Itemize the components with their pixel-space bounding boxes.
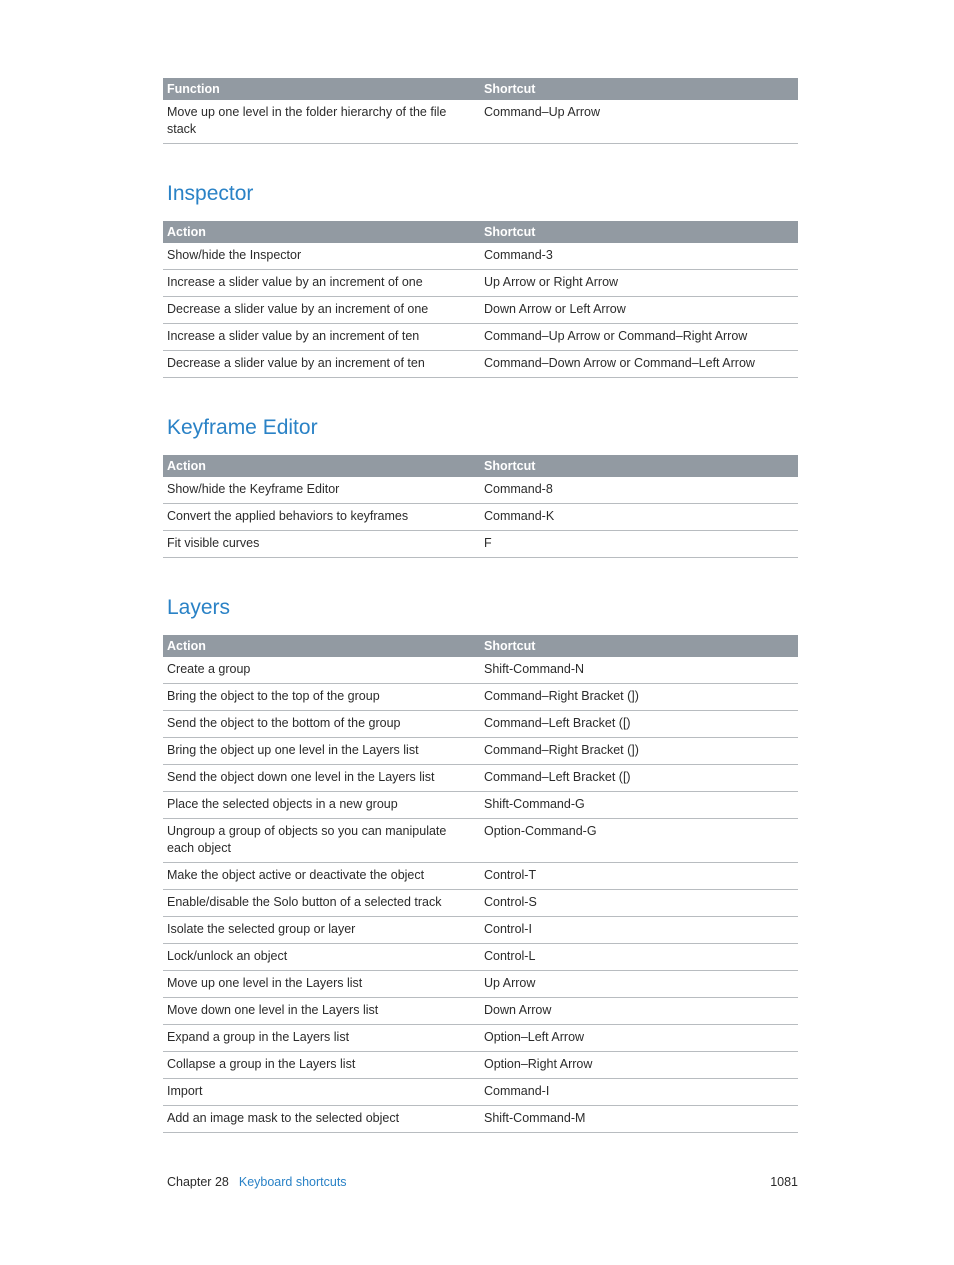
table-row <box>163 738 798 765</box>
shortcut-cell: Command-K <box>480 504 798 531</box>
action-cell: Import <box>163 1079 480 1106</box>
section-title-inspector: Inspector <box>167 182 254 205</box>
table-row <box>163 998 798 1025</box>
action-cell: Show/hide the Keyframe Editor <box>163 477 480 504</box>
shortcut-cell: Command-I <box>480 1079 798 1106</box>
table-row <box>163 297 798 324</box>
shortcut-cell: Command–Right Bracket (]) <box>480 738 798 765</box>
shortcut-cell: Option–Left Arrow <box>480 1025 798 1052</box>
action-cell: Make the object active or deactivate the object <box>163 863 480 890</box>
action-cell: Send the object down one level in the Layers list <box>163 765 480 792</box>
shortcut-cell: Command–Right Bracket (]) <box>480 684 798 711</box>
column-header: Function <box>163 78 480 100</box>
shortcut-cell: Shift-Command-N <box>480 657 798 684</box>
column-header: Shortcut <box>480 78 798 100</box>
column-header: Action <box>163 635 480 657</box>
chapter-title-link[interactable]: Keyboard shortcuts <box>238 1175 347 1189</box>
table-header-row <box>163 221 798 243</box>
table-header-row <box>163 635 798 657</box>
table-row <box>163 657 798 684</box>
shortcut-cell: Down Arrow <box>480 998 798 1025</box>
shortcut-cell: Command–Left Bracket ([) <box>480 711 798 738</box>
column-header: Shortcut <box>480 455 798 477</box>
table-row <box>163 351 798 378</box>
shortcut-cell: Shift-Command-M <box>480 1106 798 1133</box>
table-header-row <box>163 455 798 477</box>
table-row <box>163 792 798 819</box>
table-row <box>163 477 798 504</box>
table-row <box>163 1052 798 1079</box>
shortcut-cell: Control-I <box>480 917 798 944</box>
table-row <box>163 270 798 297</box>
section-title-keyframe-editor: Keyframe Editor <box>167 416 318 439</box>
shortcut-cell: Up Arrow <box>480 971 798 998</box>
page-number: 1081 <box>770 1175 798 1189</box>
table-file-stack <box>163 78 798 144</box>
table-layers <box>163 635 798 1133</box>
action-cell: Create a group <box>163 657 480 684</box>
action-cell: Bring the object to the top of the group <box>163 684 480 711</box>
table-row <box>163 971 798 998</box>
table-keyframe-editor <box>163 455 798 558</box>
table-row <box>163 863 798 890</box>
table-inspector <box>163 221 798 378</box>
table-row <box>163 324 798 351</box>
shortcut-cell: Down Arrow or Left Arrow <box>480 297 798 324</box>
action-cell: Enable/disable the Solo button of a selected track <box>163 890 480 917</box>
shortcut-cell: Command–Down Arrow or Command–Left Arrow <box>480 351 798 378</box>
action-cell: Fit visible curves <box>163 531 480 558</box>
page-footer <box>167 1173 798 1191</box>
action-cell: Move up one level in the Layers list <box>163 971 480 998</box>
shortcut-cell: Up Arrow or Right Arrow <box>480 270 798 297</box>
table-row <box>163 944 798 971</box>
action-cell: Send the object to the bottom of the group <box>163 711 480 738</box>
action-cell: Ungroup a group of objects so you can manipulate each object <box>163 819 480 863</box>
table-row <box>163 1106 798 1133</box>
action-cell: Increase a slider value by an increment of one <box>163 270 480 297</box>
column-header: Action <box>163 221 480 243</box>
column-header: Shortcut <box>480 635 798 657</box>
shortcut-cell: Control-S <box>480 890 798 917</box>
shortcut-cell: Command–Up Arrow or Command–Right Arrow <box>480 324 798 351</box>
table-header-row <box>163 78 798 100</box>
action-cell: Add an image mask to the selected object <box>163 1106 480 1133</box>
page-content <box>163 78 798 1133</box>
shortcut-cell: Command–Left Bracket ([) <box>480 765 798 792</box>
shortcut-cell: Command-8 <box>480 477 798 504</box>
action-cell: Move up one level in the folder hierarchy of the file stack <box>163 100 480 144</box>
table-row <box>163 1079 798 1106</box>
shortcut-cell: F <box>480 531 798 558</box>
shortcut-cell: Option-Command-G <box>480 819 798 863</box>
table-row <box>163 684 798 711</box>
action-cell: Collapse a group in the Layers list <box>163 1052 480 1079</box>
action-cell: Decrease a slider value by an increment of ten <box>163 351 480 378</box>
table-row <box>163 711 798 738</box>
action-cell: Expand a group in the Layers list <box>163 1025 480 1052</box>
column-header: Shortcut <box>480 221 798 243</box>
table-row <box>163 504 798 531</box>
shortcut-cell: Command–Up Arrow <box>480 100 798 144</box>
action-cell: Lock/unlock an object <box>163 944 480 971</box>
chapter-number: Chapter 28 <box>167 1175 229 1189</box>
action-cell: Increase a slider value by an increment of ten <box>163 324 480 351</box>
shortcut-cell: Control-L <box>480 944 798 971</box>
shortcut-cell: Command-3 <box>480 243 798 270</box>
shortcut-cell: Shift-Command-G <box>480 792 798 819</box>
action-cell: Show/hide the Inspector <box>163 243 480 270</box>
action-cell: Decrease a slider value by an increment of one <box>163 297 480 324</box>
table-row <box>163 917 798 944</box>
table-row <box>163 531 798 558</box>
column-header: Action <box>163 455 480 477</box>
action-cell: Place the selected objects in a new group <box>163 792 480 819</box>
shortcut-cell: Option–Right Arrow <box>480 1052 798 1079</box>
action-cell: Move down one level in the Layers list <box>163 998 480 1025</box>
action-cell: Isolate the selected group or layer <box>163 917 480 944</box>
table-row <box>163 890 798 917</box>
action-cell: Convert the applied behaviors to keyframes <box>163 504 480 531</box>
table-row <box>163 1025 798 1052</box>
shortcut-cell: Control-T <box>480 863 798 890</box>
table-row <box>163 765 798 792</box>
section-title-layers: Layers <box>167 596 231 619</box>
table-row <box>163 243 798 270</box>
table-row <box>163 100 798 144</box>
action-cell: Bring the object up one level in the Layers list <box>163 738 480 765</box>
table-row <box>163 819 798 863</box>
